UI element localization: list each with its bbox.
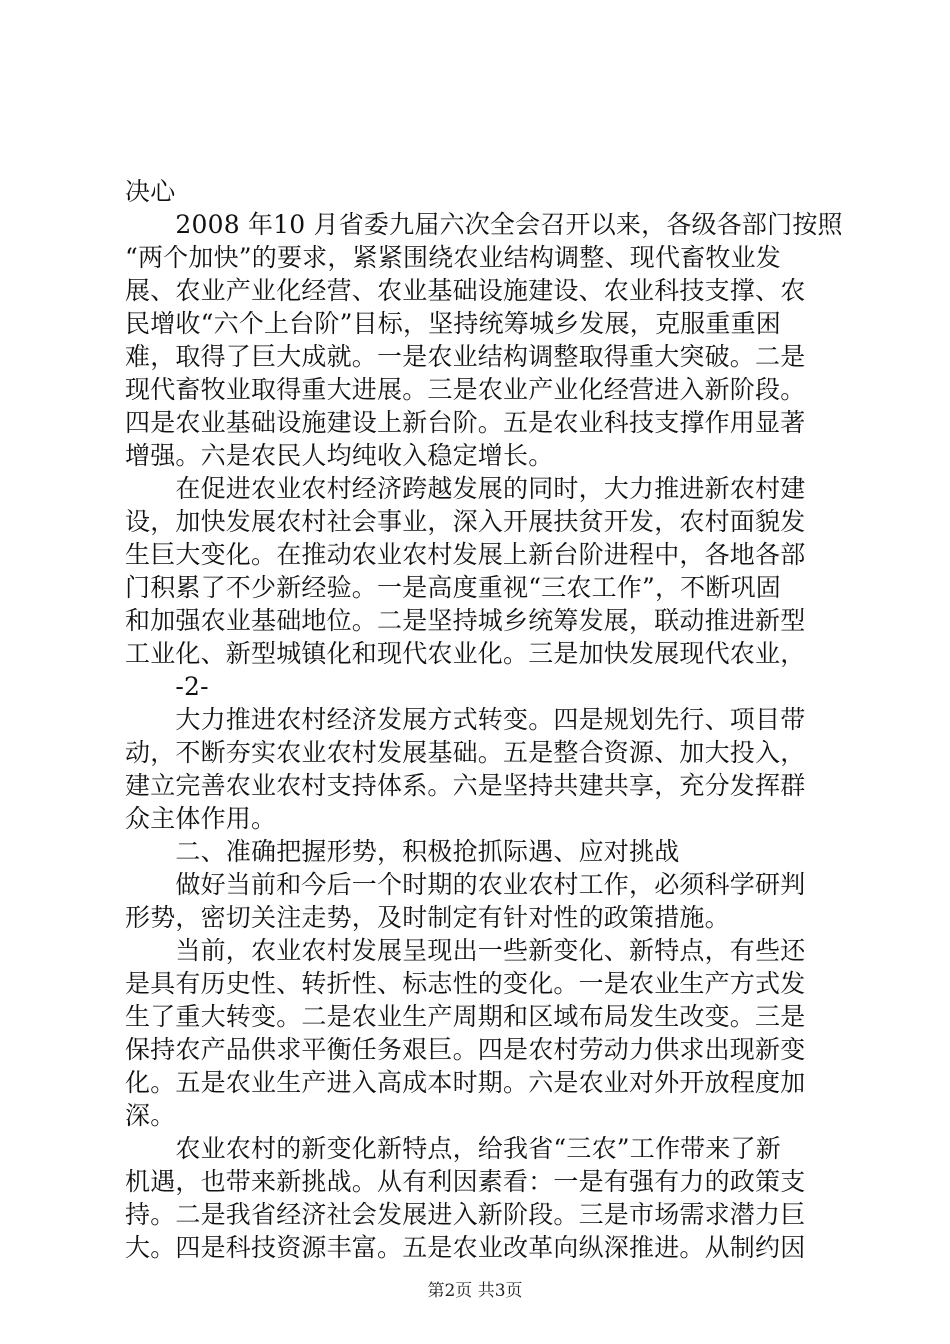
- body-line: 生了重大转变。二是农业生产周期和区域布局发生改变。三是: [125, 1002, 806, 1031]
- body-line: 是具有历史性、转折性、标志性的变化。一是农业生产方式发: [125, 969, 806, 998]
- body-line: 难，取得了巨大成就。一是农业结构调整取得重大突破。二是: [125, 342, 806, 371]
- body-line: 和加强农业基础地位。二是坚持城乡统筹发展，联动推进新型: [125, 606, 806, 635]
- body-line: 设，加快发展农村社会事业，深入开展扶贫开发，农村面貌发: [125, 507, 806, 536]
- body-line: 展、农业产业化经营、农业基础设施建设、农业科技支撑、农: [125, 276, 806, 305]
- body-line: 在促进农业农村经济跨越发展的同时，大力推进新农村建: [125, 474, 806, 503]
- body-line: 决心: [125, 177, 176, 206]
- body-line: 形势，密切关注走势，及时制定有针对性的政策措施。: [125, 903, 730, 932]
- body-line: 建立完善农业农村支持体系。六是坚持共建共享，充分发挥群: [125, 771, 806, 800]
- page-footer: 第2页 共3页: [427, 1281, 523, 1301]
- body-line: 化。五是农业生产进入高成本时期。六是农业对外开放程度加: [125, 1068, 806, 1097]
- body-line: 生巨大变化。在推动农业农村发展上新台阶进程中，各地各部: [125, 540, 806, 569]
- body-line: 农业农村的新变化新特点，给我省“三农”工作带来了新: [125, 1134, 781, 1163]
- body-line: 四是农业基础设施建设上新台阶。五是农业科技支撑作用显著: [125, 408, 806, 437]
- body-line: 当前，农业农村发展呈现出一些新变化、新特点，有些还: [125, 936, 806, 965]
- body-line: 保持农产品供求平衡任务艰巨。四是农村劳动力供求出现新变: [125, 1035, 806, 1064]
- body-line: 做好当前和今后一个时期的农业农村工作，必须科学研判: [125, 870, 806, 899]
- body-line: 众主体作用。: [125, 804, 277, 833]
- body-line: 工业化、新型城镇化和现代农业化。三是加快发展现代农业，: [125, 639, 806, 668]
- body-line: “两个加快”的要求，紧紧围绕农业结构调整、现代畜牧业发: [125, 243, 781, 272]
- section-heading: 二、准确把握形势，积极抢抓际遇、应对挑战: [125, 837, 680, 866]
- body-line: 持。二是我省经济社会发展进入新阶段。三是市场需求潜力巨: [125, 1200, 806, 1229]
- body-line: 大。四是科技资源丰富。五是农业改革向纵深推进。从制约因: [125, 1233, 806, 1262]
- body-line: 民增收“六个上台阶”目标，坚持统筹城乡发展，克服重重困: [125, 309, 781, 338]
- body-line: 动，不断夯实农业农村发展基础。五是整合资源、加大投入，: [125, 738, 806, 767]
- body-line: 现代畜牧业取得重大进展。三是农业产业化经营进入新阶段。: [125, 375, 806, 404]
- body-line: 增强。六是农民人均纯收入稳定增长。: [125, 441, 554, 470]
- inline-page-number: -2-: [125, 672, 209, 701]
- body-line: 机遇，也带来新挑战。从有利因素看：一是有强有力的政策支: [125, 1167, 806, 1196]
- body-line: 大力推进农村经济发展方式转变。四是规划先行、项目带: [125, 705, 806, 734]
- body-line: 门积累了不少新经验。一是高度重视“三农工作”，不断巩固: [125, 573, 781, 602]
- body-line: 深。: [125, 1101, 176, 1130]
- body-line: 2008 年10 月省委九届六次全会召开以来，各级各部门按照: [125, 210, 843, 239]
